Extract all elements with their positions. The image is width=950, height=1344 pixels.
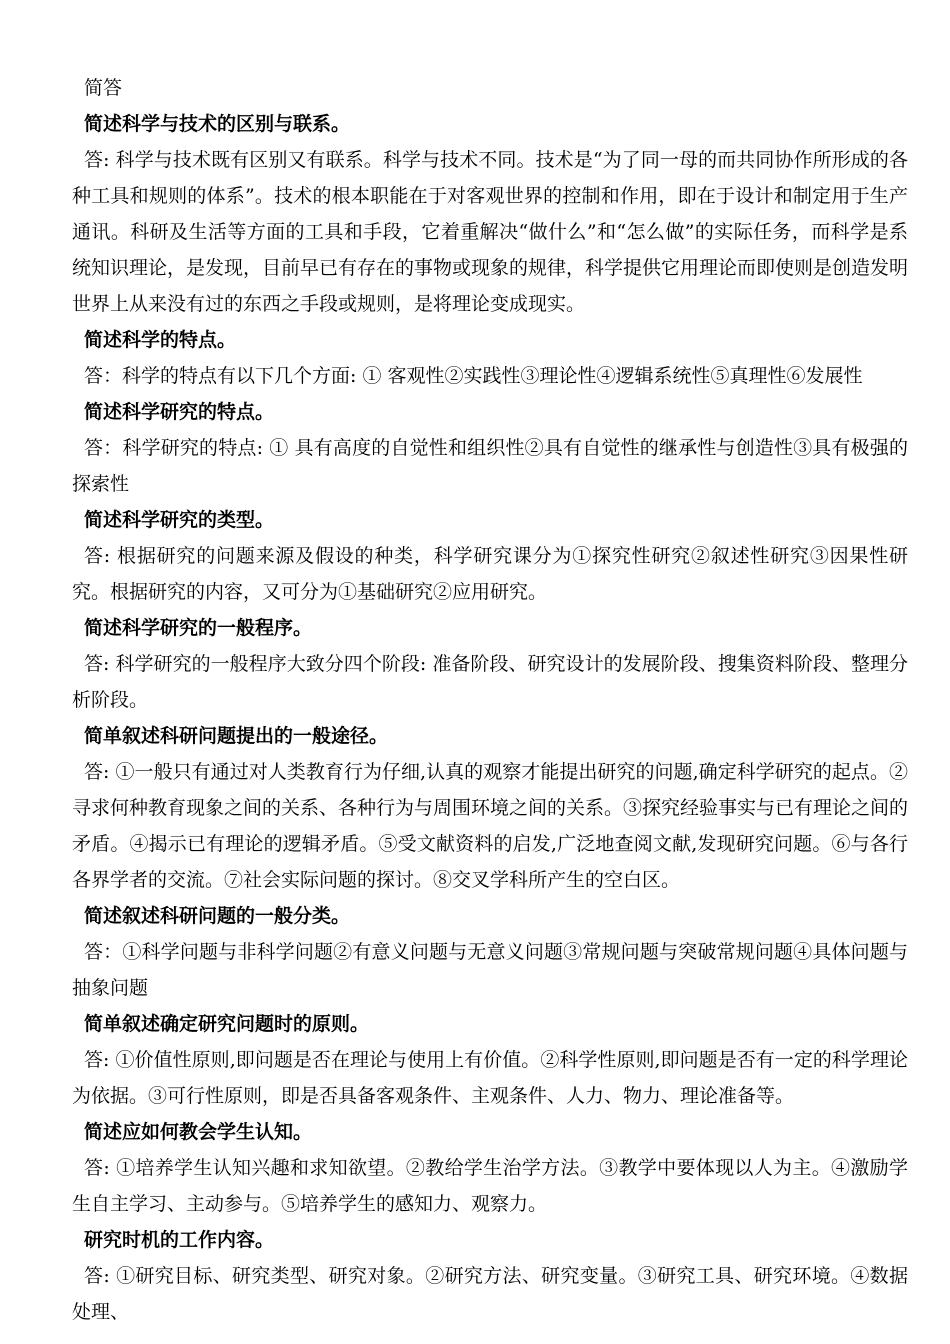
question-title: 简述科学的特点。: [84, 329, 237, 351]
answer-text: 答: ①价值性原则,即问题是否在理论与使用上有价值。②科学性原则,即问题是否有一定的科学理论为依据。③可行性原则，即是否具备客观条件、主观条件、人力、物力、理论准备等。: [72, 1049, 908, 1107]
question-title: 简单叙述科研问题提出的一般途径。: [84, 725, 389, 747]
question-title: 研究时机的工作内容。: [84, 1229, 275, 1251]
question-title: 简述科学与技术的区别与联系。: [84, 113, 351, 135]
answer-text: 答：①科学问题与非科学问题②有意义问题与无意义问题③常规问题与突破常规问题④具体问题与抽象问题: [72, 941, 908, 999]
question-title: 简述叙述科研问题的一般分类。: [84, 905, 351, 927]
answer-text: 答: ①一般只有通过对人类教育行为仔细,认真的观察才能提出研究的问题,确定科学研究的起点。②寻求何种教育现象之间的关系、各种行为与周围环境之间的关系。③探究经验事实与已有理论之间的矛盾。④揭示已有理论的逻辑矛盾。⑤受文献资料的启发,广泛地查阅文献,发现研究问题。⑥与各行各界学者的交流。⑦社会实际问题的探讨。⑧交叉学科所产生的空白区。: [72, 761, 909, 891]
answer-text: 答: ①研究目标、研究类型、研究对象。②研究方法、研究变量。③研究工具、研究环境。④数据处理、: [72, 1265, 908, 1323]
answer-text: 答：科学的特点有以下几个方面: ① 客观性②实践性③理论性④逻辑系统性⑤真理性⑥发展性: [84, 365, 863, 387]
document-page: [72, 70, 908, 1330]
question-title: 简述科学研究的一般程序。: [84, 617, 313, 639]
question-title: 简单叙述确定研究问题时的原则。: [84, 1013, 370, 1035]
answer-text: 答: 科学研究的一般程序大致分四个阶段: 准备阶段、研究设计的发展阶段、搜集资料阶段、整理分析阶段。: [72, 653, 908, 711]
question-title: 简述科学研究的类型。: [84, 509, 275, 531]
section-label: 简答: [84, 77, 123, 99]
question-title: 简述科学研究的特点。: [84, 401, 275, 423]
answer-text: 答: 科学与技术既有区别又有联系。科学与技术不同。技术是“为了同一母的而共同协作所形成的各种工具和规则的体系”。技术的根本职能在于对客观世界的控制和作用，即在于设计和制定用于生产通讯。科研及生活等方面的工具和手段，它着重解决“做什么”和“怎么做”的实际任务，而科学是系统知识理论，是发现，目前早已有存在的事物或现象的规律，科学提供它用理论而即使则是创造发明世界上从来没有过的东西之手段或规则，是将理论变成现实。: [72, 149, 909, 315]
answer-text: 答: ①培养学生认知兴趣和求知欲望。②教给学生治学方法。③教学中要体现以人为主。④激励学生自主学习、主动参与。⑤培养学生的感知力、观察力。: [72, 1157, 908, 1215]
question-title: 简述应如何教会学生认知。: [84, 1121, 313, 1143]
answer-text: 答: 根据研究的问题来源及假设的种类，科学研究课分为①探究性研究②叙述性研究③因果性研究。根据研究的内容，又可分为①基础研究②应用研究。: [72, 545, 908, 603]
answer-text: 答：科学研究的特点: ① 具有高度的自觉性和组织性②具有自觉性的继承性与创造性③具有极强的探索性: [72, 437, 908, 495]
